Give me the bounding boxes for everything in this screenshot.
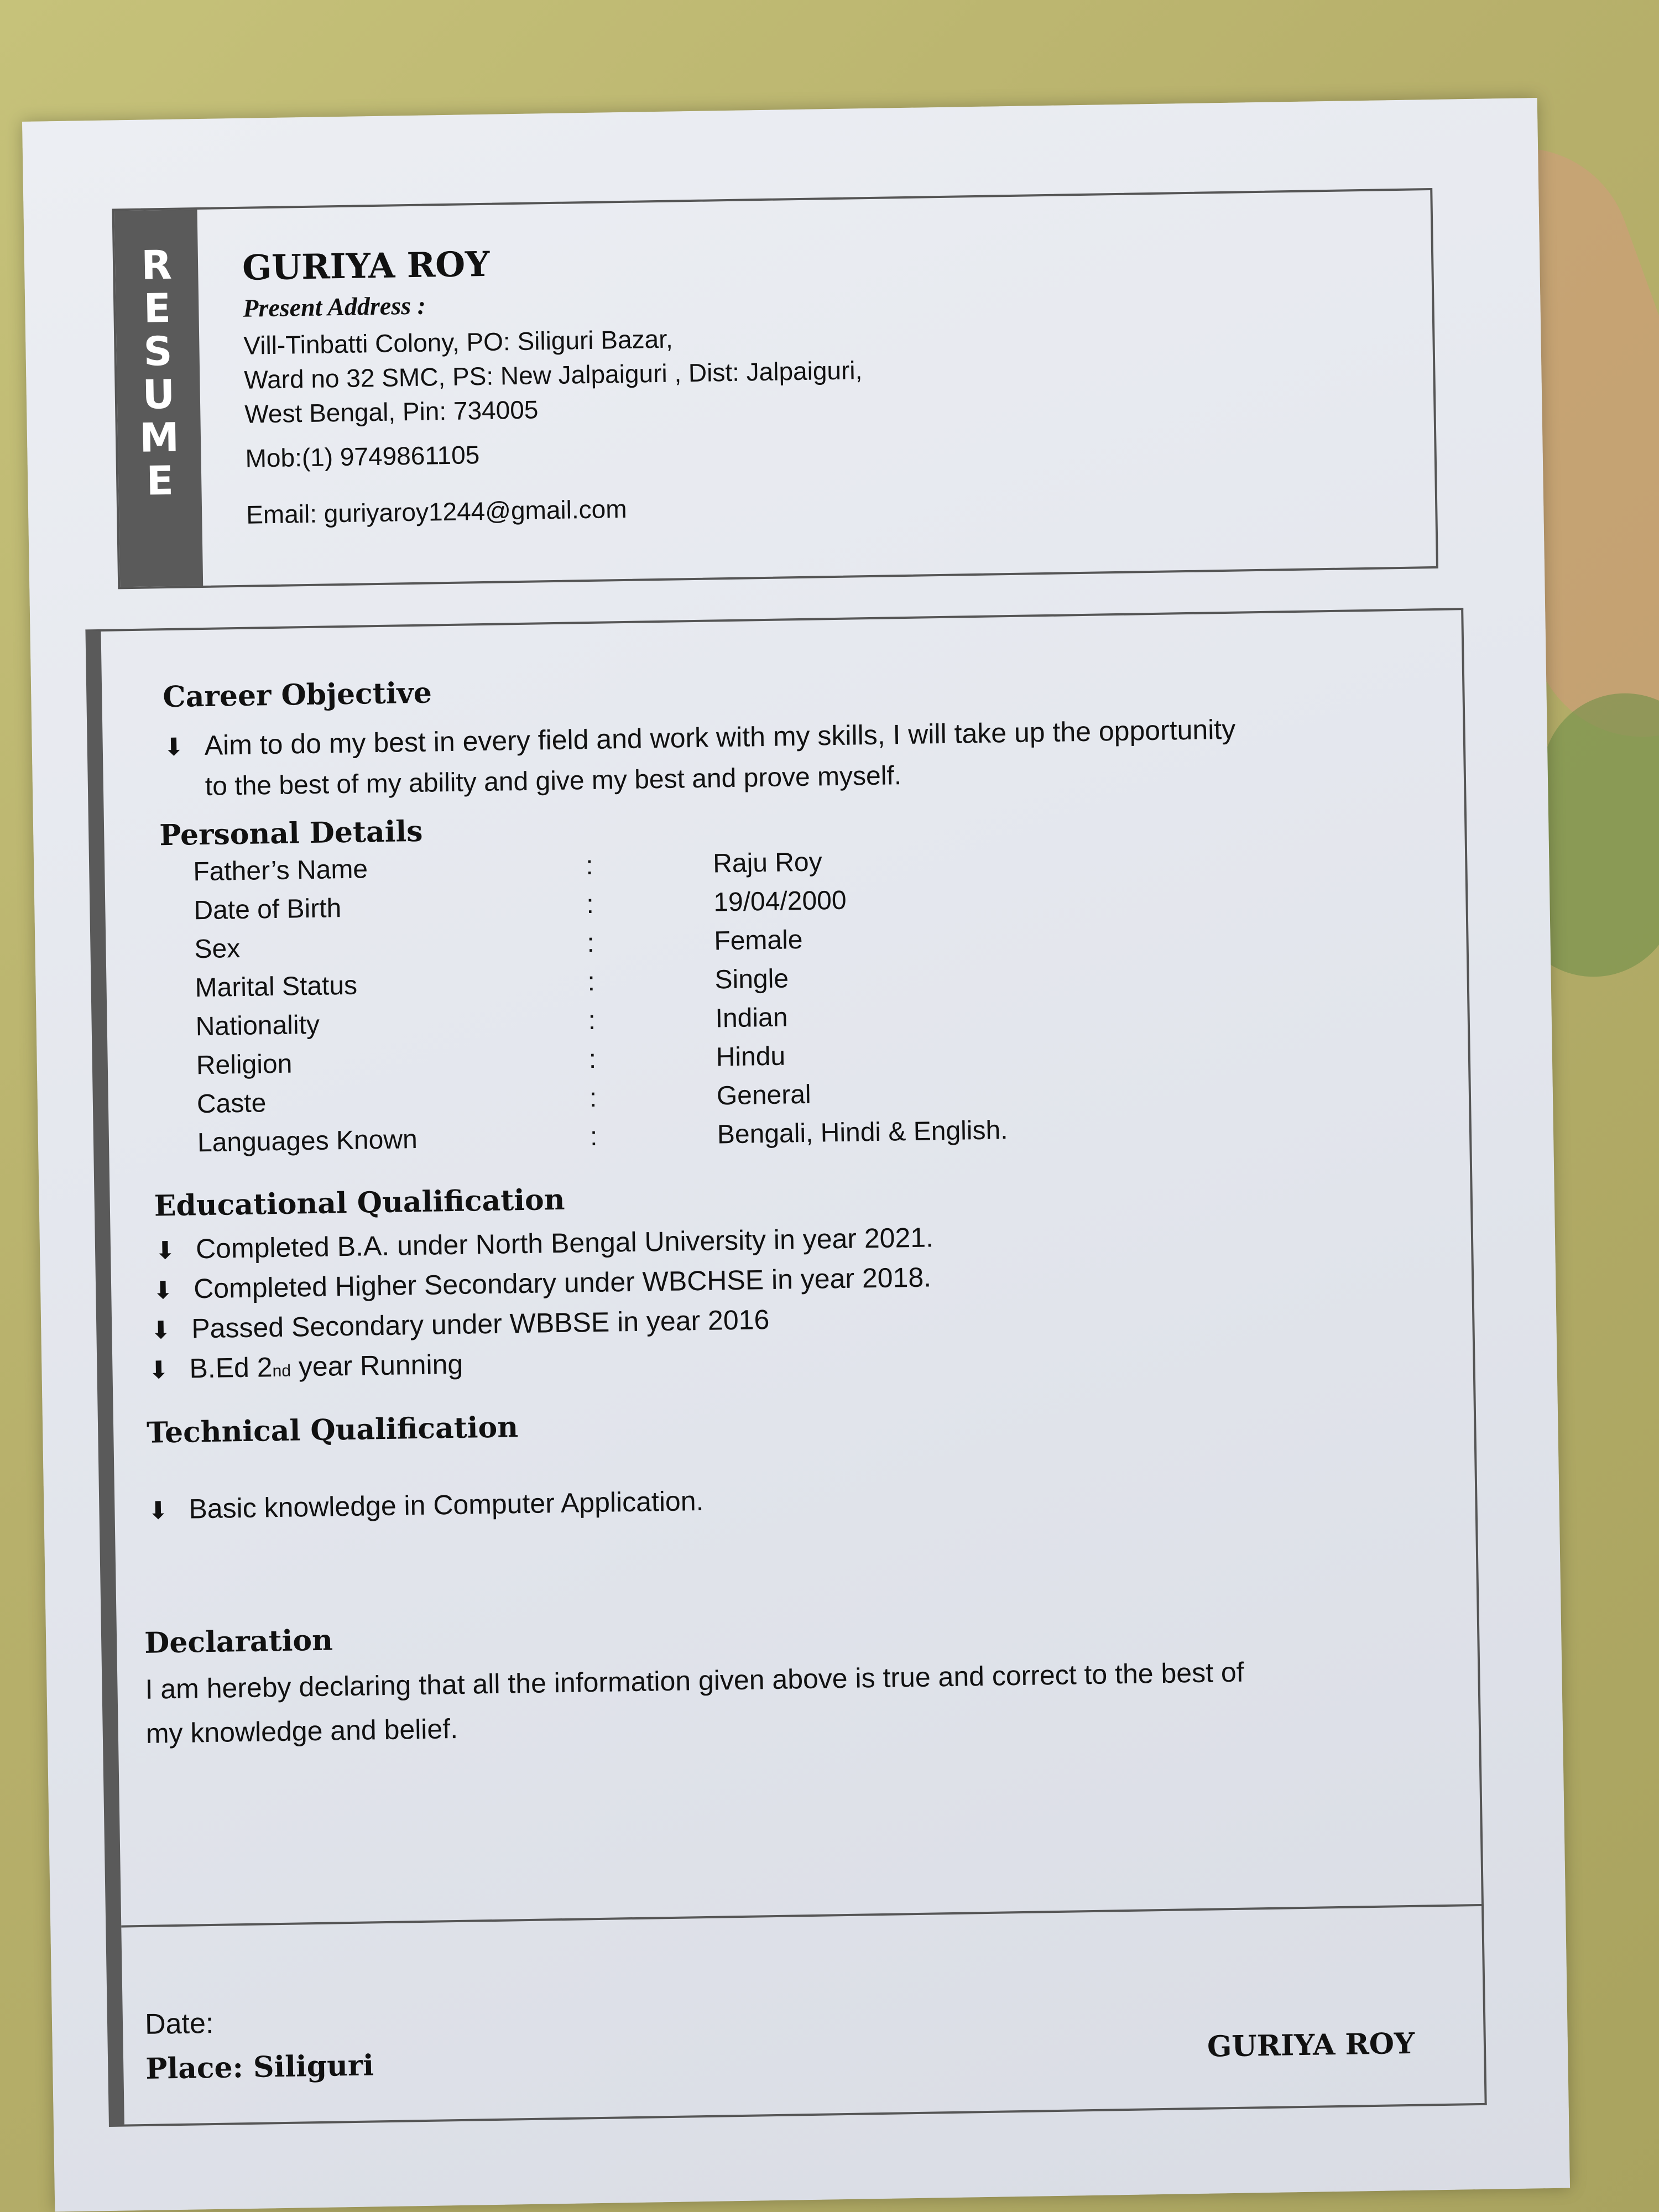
list-item: ⬇ Passed Secondary under WBBSE in year 2016 <box>150 1304 770 1344</box>
arrow-down-icon: ⬇ <box>148 1497 169 1525</box>
arrow-down-icon: ⬇ <box>148 1357 169 1384</box>
header-box <box>112 188 1438 589</box>
email-address: Email: guriyaroy1244@gmail.com <box>246 494 627 529</box>
list-item: ⬇ Basic knowledge in Computer Application. <box>148 1485 704 1525</box>
address-line: Ward no 32 SMC, PS: New Jalpaiguri , Dist: Jalpaiguri, <box>243 356 863 394</box>
table-row: Languages Known : Bengali, Hindi & English. <box>197 1115 1008 1158</box>
career-objective-title: Career Objective <box>162 676 432 714</box>
declaration-text: I am hereby declaring that all the information given above is true and correct to the best of <box>145 1656 1244 1705</box>
technical-title: Technical Qualification <box>146 1410 519 1450</box>
personal-details-title: Personal Details <box>159 814 423 853</box>
candidate-name: GURIYA ROY <box>242 243 491 288</box>
list-item: ⬇ B.Ed 2 nd year Running <box>148 1348 463 1384</box>
personal-details-table <box>193 844 1008 1166</box>
arrow-down-icon: ⬇ <box>154 1237 176 1265</box>
table-row: Nationality : Indian <box>195 1003 788 1042</box>
arrow-down-icon: ⬇ <box>163 733 185 761</box>
resume-letter: M <box>139 414 180 461</box>
resume-letter: R <box>140 241 173 289</box>
address-label: Present Address : <box>242 291 426 322</box>
table-row: Date of Birth : 19/04/2000 <box>194 885 847 926</box>
date-label: Date: <box>144 2007 214 2041</box>
career-objective-text: Aim to do my best in every field and work with my skills, I will take up the opportunity <box>204 713 1236 761</box>
arrow-down-icon: ⬇ <box>150 1317 171 1344</box>
header-text <box>242 238 865 531</box>
place-row <box>145 2048 374 2085</box>
resume-letter: E <box>145 457 174 504</box>
table-row: Caste : General <box>196 1079 811 1119</box>
arrow-down-icon: ⬇ <box>152 1276 174 1305</box>
resume-letter: S <box>143 327 173 375</box>
list-item: ⬇ Completed B.A. under North Bengal University in year 2021. <box>154 1222 934 1265</box>
place-value: Siliguri <box>253 2048 374 2084</box>
declaration-text: my knowledge and belief. <box>145 1713 458 1749</box>
table-row: Religion : Hindu <box>196 1041 786 1081</box>
signature-name: GURIYA ROY <box>1207 2026 1415 2064</box>
table-row: Sex : Female <box>194 925 803 964</box>
body-box <box>85 608 1486 2127</box>
mobile-number: Mob:(1) 9749861105 <box>245 440 480 473</box>
place-label: Place: <box>145 2051 244 2086</box>
resume-letter: E <box>143 284 171 332</box>
career-objective-text: to the best of my ability and give my best and prove myself. <box>205 761 902 801</box>
declaration-title: Declaration <box>144 1623 333 1660</box>
resume-paper <box>22 98 1570 2212</box>
list-item <box>163 713 1235 762</box>
footer-divider <box>121 1904 1481 1928</box>
address-line: Vill-Tinbatti Colony, PO: Siliguri Bazar, <box>243 324 674 360</box>
list-item: ⬇ Completed Higher Secondary under WBCHSE in year 2018. <box>152 1261 932 1305</box>
table-row: Marital Status : Single <box>195 964 789 1003</box>
resume-vertical-bar <box>114 210 204 587</box>
education-title: Educational Qualification <box>154 1182 565 1223</box>
resume-letter: U <box>142 371 175 418</box>
address-line: West Bengal, Pin: 734005 <box>244 395 539 429</box>
table-row: Father’s Name : Raju Roy <box>192 847 823 887</box>
